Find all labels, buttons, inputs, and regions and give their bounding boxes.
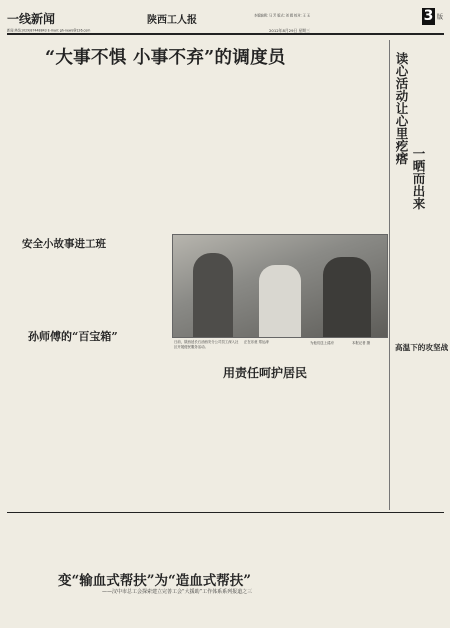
bottom-col-6 [376,516,444,576]
subhead-body-col [18,254,92,324]
feature-col-4 [340,382,386,510]
feature-col-3 [284,382,336,510]
page-suffix: 版 [437,14,444,21]
side-col-top [430,42,450,152]
lead-subhead: 安全小故事进工班 [22,238,106,250]
photo-figure-mid [259,265,301,337]
side-vertical-title-2: 一晒而出来 [411,147,426,210]
page-number-badge [422,8,435,25]
news-photo [172,234,388,338]
photo-figure-right [323,257,371,337]
bottom-low-col-2 [96,598,162,626]
bottom-low-col-6 [376,578,444,626]
edition-info: 本版编辑: 马 芳 版式: 刘 娟 校对: 王 玉 [254,13,310,18]
bottom-col-2 [96,516,162,556]
feature-headline: 用责任呵护居民 [223,366,308,380]
lead-col-4 [247,72,315,228]
feature-col-1 [172,382,224,510]
bottom-rule [7,512,444,513]
paper-name: 陕西工人报 [147,15,197,26]
side-col-bottom [394,356,444,506]
side-col-mid [394,220,444,330]
bottom-low-col-1 [18,578,92,626]
photo-caption-3: 为他们送上清凉 [310,341,334,345]
bottom-col-1 [18,516,92,576]
section-title: 一线新闻 [7,12,56,26]
bottom-headline: 变“输血式帮扶”为“造血式帮扶” [58,573,252,589]
feature-col-2 [228,382,280,510]
profile-headline: 孙师傅的“百宝箱” [28,330,118,343]
bottom-low-col-4 [236,598,302,626]
profile-col-1 [18,346,92,510]
bottom-col-5 [306,516,372,556]
sidebar-divider [389,40,390,510]
photo-caption-2: 正在乐意 郑运涛 [244,340,269,344]
page-number: 3 [423,8,434,24]
bottom-col-3 [166,516,232,556]
side-headline-2: 高温下的攻坚战 [395,343,449,353]
masthead-rule [7,33,444,35]
photo-caption-4: 本报记者 摄 [352,341,371,345]
lead-col-3 [173,72,243,228]
lead-col-1 [18,72,92,228]
photo-figure-left [193,253,233,337]
issue-date: 2012年8月29日 星期三 [269,28,310,33]
lead-col-2 [96,72,169,228]
contact-line: 新闻 热线:(029)87448843 E-mail: gh-news@126.com [7,28,91,33]
profile-col-2 [96,236,169,510]
bottom-col-4 [236,516,302,556]
bottom-subhead: ——汉中市总工会探索建立完善工会“大援助”工作体系系列报道之三 [102,589,253,595]
side-vertical-title-1: 读心活动让心里疙瘩 [394,52,409,165]
bottom-low-col-3 [166,598,232,626]
lead-headline: “大事不惧 小事不弃”的调度员 [45,48,286,68]
lead-col-5 [319,72,389,228]
bottom-low-col-5 [306,598,372,626]
photo-caption-1: 日前，陕西延长石油西安分公司员工深入社区开展便民服务活动。 [174,340,239,349]
